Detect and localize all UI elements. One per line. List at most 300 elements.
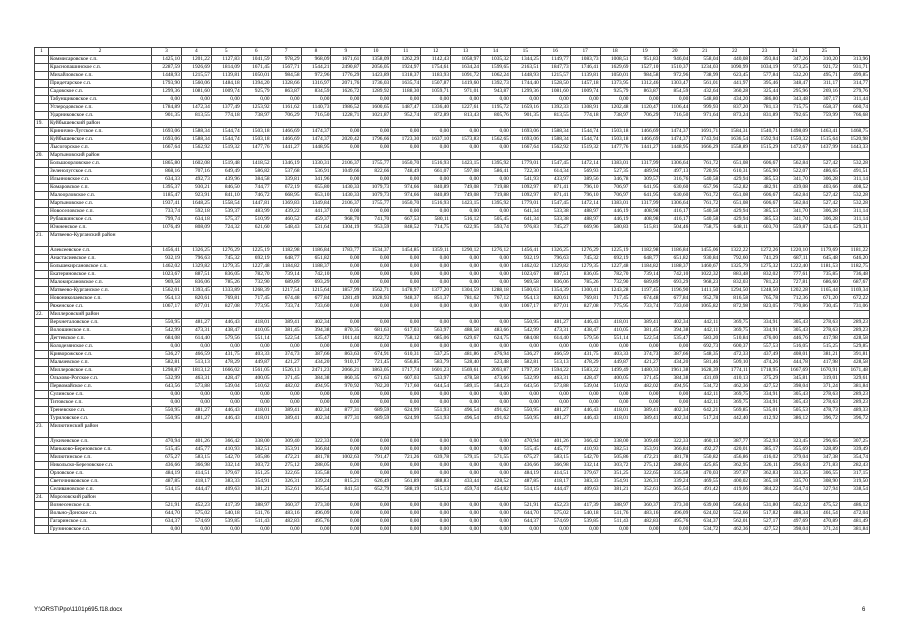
settlement-row	[35, 88, 870, 96]
empty-cell	[181, 494, 211, 502]
row-number	[35, 287, 49, 295]
settlement-name: Миллеровское с.п.	[49, 367, 152, 375]
value-cell: 745,32	[570, 255, 600, 263]
value-cell: 745,27	[540, 224, 570, 232]
value-cell: 494,95	[660, 383, 690, 391]
value-cell: 310,20	[809, 56, 839, 64]
value-cell: 583,15	[181, 454, 211, 462]
value-cell: 366,84	[301, 446, 331, 454]
district-number: 22.	[35, 311, 49, 319]
value-cell: 481,78	[660, 454, 690, 462]
value-cell: 384,58	[241, 176, 271, 184]
value-cell: 401,26	[540, 438, 570, 446]
value-cell: 675,27	[510, 454, 540, 462]
settlement-row	[35, 255, 870, 263]
value-cell: 1588,34	[540, 136, 570, 144]
value-cell: 952,78	[690, 295, 720, 303]
value-cell: 0,00	[331, 263, 361, 271]
value-cell: 953,59	[361, 224, 391, 232]
empty-cell	[361, 152, 391, 160]
value-cell: 1562,65	[480, 136, 510, 144]
value-cell: 360,37	[630, 502, 660, 510]
empty-cell	[480, 120, 510, 128]
value-cell: 0,00	[271, 526, 301, 534]
column-number: 18	[600, 48, 630, 56]
value-cell: 1035,32	[480, 56, 510, 64]
row-number	[35, 255, 49, 263]
value-cell: 0,00	[451, 526, 481, 534]
value-cell: 643,56	[510, 383, 540, 391]
value-cell: 706,29	[271, 112, 301, 120]
value-cell: 1423,15	[451, 160, 481, 168]
value-cell: 418,01	[600, 407, 630, 415]
value-cell: 974,66	[391, 192, 421, 200]
settlement-name: Рубашкинское с.п.	[49, 216, 152, 224]
value-cell: 482,83	[630, 518, 660, 526]
settlement-row	[35, 136, 870, 144]
value-cell: 1474,37	[301, 136, 331, 144]
value-cell: 1456,41	[152, 247, 182, 255]
value-cell: 0,00	[421, 255, 451, 263]
empty-cell	[331, 152, 361, 160]
value-cell: 322,65	[630, 470, 660, 478]
value-cell: 851,37	[421, 295, 451, 303]
row-number	[35, 375, 49, 383]
value-cell: 1667,69	[780, 367, 810, 375]
value-cell: 1562,92	[181, 144, 211, 152]
column-number: 6	[241, 48, 271, 56]
value-cell: 495,71	[809, 72, 839, 80]
value-cell: 0,00	[451, 462, 481, 470]
column-number: 14	[480, 48, 510, 56]
value-cell: 334,91	[750, 319, 780, 327]
empty-cell	[690, 311, 720, 319]
value-cell: 1562,71	[361, 287, 391, 295]
value-cell: 421,27	[271, 359, 301, 367]
value-cell: 463,31	[540, 375, 570, 383]
value-cell: 482,91	[750, 184, 780, 192]
value-cell: 742,10	[660, 271, 690, 279]
empty-cell	[750, 232, 780, 247]
value-cell: 1503,18	[600, 128, 630, 136]
empty-cell	[391, 232, 421, 247]
value-cell: 761,72	[690, 160, 720, 168]
value-cell: 863,87	[630, 88, 660, 96]
value-cell: 369,75	[720, 399, 750, 407]
value-cell: 427,52	[750, 383, 780, 391]
value-cell: 0,00	[421, 319, 451, 327]
value-cell: 782,20	[361, 383, 391, 391]
value-cell: 537,68	[271, 168, 301, 176]
value-cell: 1346,19	[271, 160, 301, 168]
value-cell: 648,77	[630, 255, 660, 263]
value-cell: 472,33	[720, 351, 750, 359]
value-cell: 651,82	[301, 255, 331, 263]
value-cell: 437,49	[750, 351, 780, 359]
value-cell: 0,00	[301, 96, 331, 104]
empty-cell	[211, 494, 241, 502]
value-cell: 0,00	[241, 96, 271, 104]
empty-cell	[361, 311, 391, 319]
value-cell: 0,00	[361, 144, 391, 152]
value-cell: 1377,20	[421, 287, 451, 295]
value-cell: 796,10	[570, 192, 600, 200]
value-cell: 311,17	[809, 80, 839, 88]
value-cell: 1182,75	[839, 263, 869, 271]
value-cell: 418,01	[600, 319, 630, 327]
value-cell: 777,61	[780, 271, 810, 279]
value-cell: 0,00	[331, 176, 361, 184]
value-cell: 644,70	[510, 510, 540, 518]
value-cell: 1050,01	[241, 72, 271, 80]
value-cell: 716,50	[301, 112, 331, 120]
value-cell: 429,94	[720, 216, 750, 224]
value-cell: 0,00	[361, 438, 391, 446]
settlement-name: Матвеево-Курганское с.п.	[49, 287, 152, 295]
value-cell: 0,00	[480, 462, 510, 470]
value-cell: 540,18	[570, 510, 600, 518]
value-cell: 579,15	[451, 454, 481, 462]
value-cell: 534,72	[690, 526, 720, 534]
settlement-name: Орловское с.п.	[49, 470, 152, 478]
value-cell: 540,58	[690, 216, 720, 224]
value-cell: 441,37	[301, 208, 331, 216]
value-cell: 1067,17	[152, 303, 182, 311]
value-cell: 573,88	[181, 383, 211, 391]
value-cell: 410,05	[600, 327, 630, 335]
empty-cell	[331, 423, 361, 438]
value-cell: 706,29	[630, 112, 660, 120]
value-cell: 589,15	[451, 383, 481, 391]
empty-cell	[211, 152, 241, 160]
value-cell: 481,86	[451, 351, 481, 359]
value-cell: 335,58	[660, 470, 690, 478]
value-cell: 925,79	[241, 88, 271, 96]
empty-cell	[152, 152, 182, 160]
empty-cell	[540, 232, 570, 247]
value-cell: 456,86	[720, 454, 750, 462]
row-number	[35, 56, 49, 64]
value-cell: 516,12	[451, 216, 481, 224]
settlement-name: Малокирсановское с.п.	[49, 279, 152, 287]
value-cell: 495,76	[301, 518, 331, 526]
value-cell: 1466,69	[271, 128, 301, 136]
value-cell: 0,00	[480, 438, 510, 446]
value-cell: 288,05	[660, 462, 690, 470]
value-cell: 385,53	[750, 216, 780, 224]
row-number	[35, 486, 49, 494]
settlement-row	[35, 184, 870, 192]
value-cell: 782,70	[600, 271, 630, 279]
settlement-row	[35, 510, 870, 518]
value-cell: 278,63	[809, 319, 839, 327]
empty-cell	[660, 232, 690, 247]
value-cell: 630,60	[660, 192, 690, 200]
row-number	[35, 407, 49, 415]
settlement-name: Светочниковское с.п.	[49, 478, 152, 486]
empty-cell	[181, 423, 211, 438]
header-row	[35, 48, 870, 56]
value-cell: 1184,82	[271, 263, 301, 271]
value-cell: 488,97	[570, 208, 600, 216]
value-cell: 951,83	[630, 56, 660, 64]
value-cell: 1227,48	[600, 263, 630, 271]
value-cell: 438,47	[570, 327, 600, 335]
value-cell: 366,42	[570, 438, 600, 446]
value-cell: 0,00	[451, 96, 481, 104]
value-cell: 0,00	[301, 399, 331, 407]
value-cell: 391,81	[839, 351, 869, 359]
value-cell: 432,64	[690, 88, 720, 96]
value-cell: 396,72	[809, 415, 839, 423]
value-cell: 1744,40	[510, 80, 540, 88]
empty-cell	[421, 232, 451, 247]
value-cell: 808,09	[181, 224, 211, 232]
value-cell: 335,70	[780, 478, 810, 486]
value-cell: 295,96	[780, 88, 810, 96]
value-cell: 550,95	[510, 407, 540, 415]
value-cell: 548,43	[271, 224, 301, 232]
empty-cell	[720, 232, 750, 247]
value-cell: 366,98	[540, 462, 570, 470]
value-cell: 412,92	[750, 415, 780, 423]
empty-cell	[181, 232, 211, 247]
value-cell: 0,00	[331, 144, 361, 152]
settlement-row	[35, 438, 870, 446]
value-cell: 1462,02	[510, 263, 540, 271]
empty-cell	[570, 152, 600, 160]
value-cell: 360,28	[720, 88, 750, 96]
value-cell: 402,34	[660, 415, 690, 423]
value-cell: 269,16	[809, 88, 839, 96]
empty-cell	[839, 311, 869, 319]
settlement-name: Милютинское с.п.	[49, 454, 152, 462]
settlement-row	[35, 128, 870, 136]
value-cell: 854,59	[660, 88, 690, 96]
settlement-name: Ударниковское с.п.	[49, 112, 152, 120]
settlement-name: Ряженское с.п.	[49, 303, 152, 311]
value-cell: 1298,87	[152, 367, 182, 375]
value-cell: 0,00	[421, 176, 451, 184]
empty-cell	[480, 494, 510, 502]
value-cell: 0,00	[480, 96, 510, 104]
value-cell: 1023,67	[510, 271, 540, 279]
empty-cell	[540, 494, 570, 502]
value-cell: 1299,36	[152, 88, 182, 96]
value-cell: 369,75	[720, 391, 750, 399]
value-cell: 870,35	[331, 327, 361, 335]
value-cell: 381,84	[839, 383, 869, 391]
value-cell: 1659,16	[510, 104, 540, 112]
value-cell: 0,00	[480, 470, 510, 478]
value-cell: 651,82	[660, 255, 690, 263]
value-cell: 481,27	[540, 407, 570, 415]
value-cell: 1594,22	[540, 367, 570, 375]
value-cell: 722,30	[510, 168, 540, 176]
value-cell: 735,85	[809, 271, 839, 279]
value-cell: 0,00	[301, 391, 331, 399]
value-cell: 1279,35	[570, 263, 600, 271]
value-cell: 0,00	[480, 279, 510, 287]
value-cell: 384,38	[660, 375, 690, 383]
row-number	[35, 454, 49, 462]
value-cell: 369,75	[720, 319, 750, 327]
value-cell: 1022,32	[690, 271, 720, 279]
value-cell: 1217,54	[271, 287, 301, 295]
value-cell: 351,25	[600, 470, 630, 478]
value-cell: 1468,75	[839, 128, 869, 136]
value-cell: 1423,15	[451, 200, 481, 208]
value-cell: 1058,97	[451, 56, 481, 64]
value-cell: 1358,09	[361, 56, 391, 64]
settlement-row	[35, 303, 870, 311]
value-cell: 0,00	[391, 446, 421, 454]
value-cell: 0,00	[331, 271, 361, 279]
value-cell: 484,19	[152, 470, 182, 478]
value-cell: 687,67	[839, 279, 869, 287]
value-cell: 566,64	[720, 502, 750, 510]
value-cell: 379,04	[780, 454, 810, 462]
value-cell: 338,00	[600, 438, 630, 446]
empty-cell	[331, 311, 361, 319]
value-cell: 494,95	[301, 383, 331, 391]
value-cell: 0,00	[361, 303, 391, 311]
value-cell: 352,93	[750, 438, 780, 446]
value-cell: 1281,49	[331, 295, 361, 303]
value-cell: 428,52	[480, 478, 510, 486]
value-cell: 495,76	[660, 518, 690, 526]
value-cell: 0,00	[391, 438, 421, 446]
value-cell: 326,31	[630, 478, 660, 486]
value-cell: 0,00	[391, 470, 421, 478]
column-number: 9	[331, 48, 361, 56]
value-cell: 0,00	[211, 96, 241, 104]
value-cell: 511,76	[600, 510, 630, 518]
value-cell: 1558,54	[211, 200, 241, 208]
value-cell: 1691,71	[690, 128, 720, 136]
value-cell: 978,29	[271, 56, 301, 64]
value-cell: 1484,18	[211, 80, 241, 88]
value-cell: 782,70	[241, 271, 271, 279]
value-cell: 532,99	[510, 375, 540, 383]
value-cell: 0,00	[331, 255, 361, 263]
value-cell: 552,82	[720, 184, 750, 192]
row-number	[35, 144, 49, 152]
value-cell: 692,73	[690, 343, 720, 351]
value-cell: 339,24	[301, 478, 331, 486]
value-cell: 0,00	[451, 518, 481, 526]
value-cell: 606,67	[750, 160, 780, 168]
value-cell: 562,01	[720, 518, 750, 526]
settlement-name: Маньково-Березовское с.п.	[49, 446, 152, 454]
value-cell: 418,01	[241, 415, 271, 423]
empty-cell	[391, 311, 421, 319]
settlement-row	[35, 112, 870, 120]
value-cell: 532,20	[780, 72, 810, 80]
value-cell: 660,74	[839, 104, 869, 112]
value-cell: 1140,73	[301, 104, 331, 112]
value-cell: 496,54	[451, 407, 481, 415]
value-cell: 0,00	[331, 391, 361, 399]
value-cell: 278,63	[809, 327, 839, 335]
settlement-name: Колодезянское с.п.	[49, 343, 152, 351]
value-cell: 758,75	[690, 224, 720, 232]
value-cell: 510,84	[720, 335, 750, 343]
value-cell: 1926,69	[181, 64, 211, 72]
value-cell: 1248,50	[750, 287, 780, 295]
value-cell: 408,98	[630, 216, 660, 224]
value-cell: 487,85	[510, 478, 540, 486]
value-cell: 1215,57	[181, 72, 211, 80]
row-number	[35, 518, 49, 526]
value-cell: 353,91	[271, 446, 301, 454]
value-cell: 1092,97	[510, 184, 540, 192]
value-cell: 1562,92	[540, 144, 570, 152]
empty-cell	[451, 311, 481, 319]
empty-cell	[391, 152, 421, 160]
value-cell: 385,53	[750, 176, 780, 184]
value-cell: 1814,09	[211, 64, 241, 72]
value-cell: 0,00	[600, 391, 630, 399]
value-cell: 721,26	[391, 454, 421, 462]
value-cell: 946,04	[660, 56, 690, 64]
value-cell: 1544,74	[570, 128, 600, 136]
value-cell: 306,28	[809, 216, 839, 224]
value-cell: 0,00	[331, 279, 361, 287]
value-cell: 395,46	[750, 80, 780, 88]
value-cell: 510,99	[241, 216, 271, 224]
value-cell: 347,38	[809, 454, 839, 462]
district-name: Милютинский район	[49, 423, 152, 438]
value-cell: 901,35	[510, 112, 540, 120]
value-cell: 692,19	[241, 255, 271, 263]
settlement-row	[35, 502, 870, 510]
value-cell: 1670,91	[809, 367, 839, 375]
value-cell: 1602,08	[181, 160, 211, 168]
settlement-name: Новоселовское с.п.	[49, 208, 152, 216]
value-cell: 583,20	[690, 335, 720, 343]
value-cell: 748,49	[391, 168, 421, 176]
value-cell: 1466,69	[630, 136, 660, 144]
value-cell: 528,40	[451, 359, 481, 367]
value-cell: 930,84	[690, 255, 720, 263]
value-cell: 832,02	[750, 271, 780, 279]
value-cell: 481,49	[839, 518, 869, 526]
value-cell: 689,59	[361, 415, 391, 423]
value-cell: 1326,25	[540, 247, 570, 255]
value-cell: 667,53	[391, 216, 421, 224]
value-cell: 1304,59	[451, 287, 481, 295]
value-cell: 1418,52	[241, 160, 271, 168]
row-number	[35, 327, 49, 335]
value-cell: 761,72	[690, 200, 720, 208]
value-cell: 514,15	[510, 486, 540, 494]
empty-cell	[600, 494, 630, 502]
empty-cell	[839, 120, 869, 128]
settlement-name: Малоорловское с.п.	[49, 192, 152, 200]
value-cell: 510,62	[600, 383, 630, 391]
value-cell: 626,49	[361, 478, 391, 486]
value-cell: 1648,25	[181, 200, 211, 208]
value-cell: 311,14	[839, 208, 869, 216]
empty-cell	[421, 152, 451, 160]
value-cell: 0,00	[451, 510, 481, 518]
value-cell: 984,58	[630, 72, 660, 80]
settlement-row	[35, 470, 870, 478]
value-cell: 614,40	[540, 335, 570, 343]
value-cell: 1635,74	[391, 80, 421, 88]
value-cell: 0,00	[391, 399, 421, 407]
